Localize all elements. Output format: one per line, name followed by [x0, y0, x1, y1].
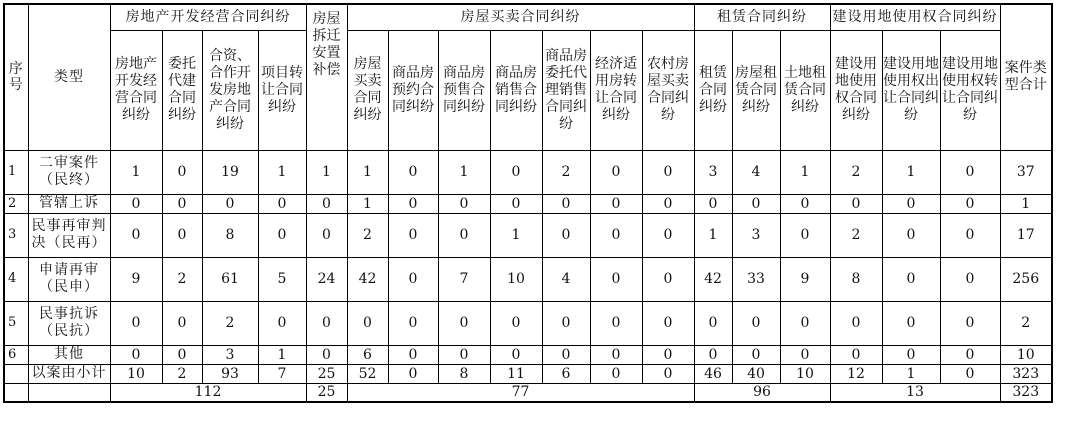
row-value-cell: 0 [882, 345, 940, 364]
header-row-no: 序号 [4, 4, 28, 150]
row-value-cell: 0 [590, 194, 642, 213]
subtotal-cell: 2 [162, 364, 202, 383]
row-value-cell: 0 [780, 345, 830, 364]
row-index-cell: 1 [4, 150, 28, 194]
table-row [4, 257, 1052, 301]
row-value-cell: 0 [258, 194, 306, 213]
row-value-cell: 4 [542, 257, 590, 301]
row-type-cell: 二审案件（民终） [28, 150, 110, 194]
row-value-cell: 0 [940, 345, 1000, 364]
dispute-statistics-table [3, 3, 1053, 403]
row-value-cell: 2 [830, 150, 882, 194]
row-value-cell: 1 [882, 150, 940, 194]
row-value-cell: 0 [388, 213, 438, 257]
row-value-cell: 0 [110, 345, 162, 364]
row-value-cell: 0 [830, 345, 882, 364]
row-value-cell: 0 [732, 194, 780, 213]
row-value-cell: 0 [388, 257, 438, 301]
row-value-cell: 0 [590, 345, 642, 364]
row-value-cell: 8 [202, 213, 258, 257]
row-value-cell: 0 [542, 194, 590, 213]
row-value-cell: 1 [490, 213, 542, 257]
subheader-cell: 房屋租赁合同纠纷 [732, 30, 780, 150]
row-total-cell: 2 [1000, 301, 1052, 345]
row-value-cell: 0 [642, 194, 694, 213]
row-value-cell: 0 [306, 301, 347, 345]
row-value-cell: 0 [490, 345, 542, 364]
row-value-cell: 0 [590, 213, 642, 257]
row-value-cell: 2 [542, 150, 590, 194]
row-value-cell: 0 [940, 257, 1000, 301]
row-total-cell: 256 [1000, 257, 1052, 301]
subheader-cell: 土地租赁合同纠纷 [780, 30, 830, 150]
subtotal-cell: 0 [388, 364, 438, 383]
row-value-cell: 2 [347, 213, 388, 257]
row-value-cell: 1 [438, 150, 490, 194]
row-value-cell: 0 [882, 257, 940, 301]
row-value-cell: 24 [306, 257, 347, 301]
row-value-cell: 42 [694, 257, 732, 301]
subtotal-label: 以案由小计 [28, 364, 110, 383]
row-value-cell: 0 [642, 301, 694, 345]
row-index-cell: 6 [4, 345, 28, 364]
row-total-cell: 17 [1000, 213, 1052, 257]
subtotal-cell: 10 [110, 364, 162, 383]
subtotal-cell: 52 [347, 364, 388, 383]
row-value-cell: 9 [780, 257, 830, 301]
subtotal-cell: 8 [438, 364, 490, 383]
group-total-real-estate-dev: 112 [110, 383, 306, 402]
row-value-cell: 3 [202, 345, 258, 364]
row-value-cell: 1 [347, 194, 388, 213]
row-value-cell: 33 [732, 257, 780, 301]
subtotal-cell: 46 [694, 364, 732, 383]
row-value-cell: 0 [830, 194, 882, 213]
row-value-cell: 0 [590, 257, 642, 301]
row-value-cell: 0 [780, 213, 830, 257]
row-value-cell: 0 [490, 301, 542, 345]
row-value-cell: 0 [388, 301, 438, 345]
table-row [4, 150, 1052, 194]
subtotal-cell: 11 [490, 364, 542, 383]
subheader-cell: 商品房预约合同纠纷 [388, 30, 438, 150]
row-value-cell: 0 [694, 301, 732, 345]
subheader-cell: 农村房屋买卖合同纠纷 [642, 30, 694, 150]
subtotal-total-cell: 323 [1000, 364, 1052, 383]
row-index-cell: 2 [4, 194, 28, 213]
subheader-cell: 房地产开发经营合同纠纷 [110, 30, 162, 150]
row-value-cell: 0 [882, 301, 940, 345]
row-value-cell: 0 [306, 194, 347, 213]
subtotal-cell: 10 [780, 364, 830, 383]
row-value-cell: 1 [258, 345, 306, 364]
subtotal-cell: 12 [830, 364, 882, 383]
subheader-cell: 经济适用房转让合同纠纷 [590, 30, 642, 150]
row-value-cell: 0 [388, 345, 438, 364]
row-value-cell: 0 [306, 213, 347, 257]
subheader-cell: 租赁合同纠纷 [694, 30, 732, 150]
header-group-real-estate-dev: 房地产开发经营合同纠纷 [110, 4, 306, 30]
row-value-cell: 0 [162, 301, 202, 345]
row-value-cell: 1 [110, 150, 162, 194]
row-value-cell: 0 [590, 150, 642, 194]
row-value-cell: 5 [258, 257, 306, 301]
subtotal-index-cell [4, 364, 28, 383]
row-value-cell: 0 [202, 194, 258, 213]
subheader-cell: 委托代建合同纠纷 [162, 30, 202, 150]
row-value-cell: 0 [490, 150, 542, 194]
row-value-cell: 0 [732, 301, 780, 345]
row-value-cell: 0 [162, 345, 202, 364]
group-total-row [4, 383, 1052, 402]
group-total-lease: 96 [694, 383, 830, 402]
row-value-cell: 0 [642, 213, 694, 257]
row-value-cell: 0 [882, 194, 940, 213]
row-value-cell: 0 [642, 345, 694, 364]
row-value-cell: 0 [388, 150, 438, 194]
row-value-cell: 0 [388, 194, 438, 213]
row-value-cell: 0 [162, 213, 202, 257]
row-value-cell: 0 [162, 150, 202, 194]
row-value-cell: 9 [110, 257, 162, 301]
subtotal-cell: 1 [882, 364, 940, 383]
subtotal-cell: 7 [258, 364, 306, 383]
row-value-cell: 0 [590, 301, 642, 345]
table-row [4, 194, 1052, 213]
group-grand-total: 323 [1000, 383, 1052, 402]
row-value-cell: 0 [438, 213, 490, 257]
table-row [4, 213, 1052, 257]
row-value-cell: 61 [202, 257, 258, 301]
row-value-cell: 3 [694, 150, 732, 194]
header-total: 案件类型合计 [1000, 4, 1052, 150]
table-body [4, 150, 1052, 364]
subheader-cell: 商品房委托代理销售合同纠纷 [542, 30, 590, 150]
row-index-cell: 5 [4, 301, 28, 345]
row-value-cell: 8 [830, 257, 882, 301]
row-value-cell: 1 [306, 150, 347, 194]
row-value-cell: 10 [490, 257, 542, 301]
row-value-cell: 1 [347, 150, 388, 194]
row-value-cell: 0 [694, 345, 732, 364]
header-type: 类型 [28, 4, 110, 150]
row-value-cell: 0 [347, 301, 388, 345]
row-value-cell: 0 [438, 194, 490, 213]
row-value-cell: 0 [940, 301, 1000, 345]
row-type-cell: 申请再审（民申） [28, 257, 110, 301]
row-value-cell: 0 [542, 301, 590, 345]
row-value-cell: 0 [110, 194, 162, 213]
row-value-cell: 2 [202, 301, 258, 345]
table-container [3, 3, 1053, 403]
subtotal-cell: 6 [542, 364, 590, 383]
row-value-cell: 0 [780, 194, 830, 213]
row-type-cell: 其他 [28, 345, 110, 364]
group-total-demolition: 25 [306, 383, 347, 402]
row-value-cell: 0 [732, 345, 780, 364]
subtotal-cell: 25 [306, 364, 347, 383]
group-total-land-use: 13 [830, 383, 1000, 402]
row-value-cell: 0 [258, 301, 306, 345]
row-value-cell: 0 [780, 301, 830, 345]
subheader-cell: 建设用地使用权合同纠纷 [830, 30, 882, 150]
group-total-house-sale: 77 [347, 383, 694, 402]
row-value-cell: 42 [347, 257, 388, 301]
row-value-cell: 4 [732, 150, 780, 194]
header-row-subtypes [4, 30, 1052, 150]
header-group-lease: 租赁合同纠纷 [694, 4, 830, 30]
row-value-cell: 0 [830, 301, 882, 345]
row-value-cell: 0 [438, 301, 490, 345]
row-type-cell: 民事再审判决（民再） [28, 213, 110, 257]
row-value-cell: 2 [830, 213, 882, 257]
row-value-cell: 7 [438, 257, 490, 301]
subtotal-row [4, 364, 1052, 383]
row-value-cell: 0 [438, 345, 490, 364]
row-value-cell: 0 [542, 213, 590, 257]
header-row-groups [4, 4, 1052, 30]
header-group-land-use: 建设用地使用权合同纠纷 [830, 4, 1000, 30]
row-value-cell: 6 [347, 345, 388, 364]
row-type-cell: 管辖上诉 [28, 194, 110, 213]
table-row [4, 345, 1052, 364]
row-value-cell: 2 [162, 257, 202, 301]
row-value-cell: 1 [258, 150, 306, 194]
subheader-cell: 商品房预售合同纠纷 [438, 30, 490, 150]
subtotal-cell: 0 [940, 364, 1000, 383]
row-value-cell: 0 [882, 213, 940, 257]
row-value-cell: 0 [490, 194, 542, 213]
row-value-cell: 0 [258, 213, 306, 257]
row-value-cell: 0 [110, 301, 162, 345]
row-value-cell: 0 [642, 150, 694, 194]
group-total-label-cell [28, 383, 110, 402]
row-total-cell: 1 [1000, 194, 1052, 213]
header-group-demolition: 房屋拆迁安置补偿 [306, 4, 347, 150]
subheader-cell: 商品房销售合同纠纷 [490, 30, 542, 150]
row-total-cell: 37 [1000, 150, 1052, 194]
subheader-cell: 项目转让合同纠纷 [258, 30, 306, 150]
table-row [4, 301, 1052, 345]
header-group-house-sale: 房屋买卖合同纠纷 [347, 4, 694, 30]
row-value-cell: 0 [110, 213, 162, 257]
row-value-cell: 0 [542, 345, 590, 364]
row-value-cell: 1 [780, 150, 830, 194]
subtotal-cell: 40 [732, 364, 780, 383]
row-value-cell: 0 [694, 194, 732, 213]
row-value-cell: 19 [202, 150, 258, 194]
subtotal-cell: 0 [642, 364, 694, 383]
row-value-cell: 3 [732, 213, 780, 257]
row-value-cell: 0 [940, 213, 1000, 257]
subheader-cell: 合资、合作开发房地产合同纠纷 [202, 30, 258, 150]
row-total-cell: 10 [1000, 345, 1052, 364]
subheader-cell: 建设用地使用权转让合同纠纷 [940, 30, 1000, 150]
subheader-cell: 建设用地使用权出让合同纠纷 [882, 30, 940, 150]
subtotal-cell: 93 [202, 364, 258, 383]
subheader-cell: 房屋买卖合同纠纷 [347, 30, 388, 150]
row-index-cell: 4 [4, 257, 28, 301]
row-value-cell: 0 [162, 194, 202, 213]
row-type-cell: 民事抗诉（民抗） [28, 301, 110, 345]
subtotal-cell: 0 [590, 364, 642, 383]
row-value-cell: 0 [642, 257, 694, 301]
row-value-cell: 1 [694, 213, 732, 257]
group-total-index-cell [4, 383, 28, 402]
row-value-cell: 0 [306, 345, 347, 364]
row-value-cell: 0 [940, 150, 1000, 194]
row-value-cell: 0 [940, 194, 1000, 213]
row-index-cell: 3 [4, 213, 28, 257]
